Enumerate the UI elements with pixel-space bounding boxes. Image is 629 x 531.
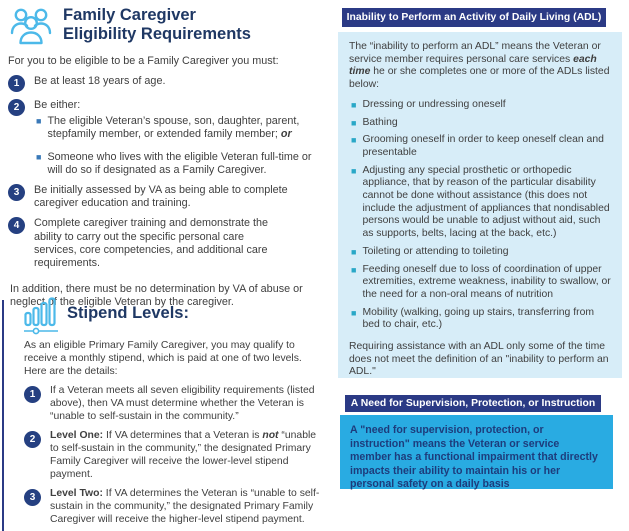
adl-list [349,99,611,332]
stipend-item-2 [24,429,324,481]
eligibility-item-2-bullets [34,115,324,177]
step-number-badge: 3 [24,489,41,506]
bullet-icon: ■ [36,151,42,162]
adl-bullet-text: Toileting or attending to toileting [362,245,509,257]
bullet-icon: ■ [351,264,357,275]
bullet-icon: ■ [351,99,357,110]
stipend-header [24,297,324,337]
supervision-card-header: A Need for Supervision, Protection, or Instruction [345,395,601,412]
list-item [349,99,611,112]
adl-bullet-text: Feeding oneself due to loss of coordination of upper extremities, extreme weakness, inability to swallow, or the need for a non-oral means of nutrition [362,263,611,300]
stipend-intro: As an eligible Primary Family Caregiver, you may qualify to receive a monthly stipend, which is paid at one of two levels. Here are the details: [24,340,302,377]
adl-bullet-text: Mobility (walking, going up stairs, transferring from bed to chair, etc.) [362,306,595,331]
adl-footer-note: Requiring assistance with an ADL only some of the time does not meet the definition of an "inability to perform an ADL." [349,341,609,378]
eligibility-item-3 [8,184,324,210]
list-item [349,307,611,332]
supervision-card [340,395,613,489]
bullet-icon: ■ [351,165,357,176]
eligibility-item-2-lead: Be either: [34,99,81,111]
bullet-text: The eligible Veteran’s spouse, son, daughter, parent, stepfamily member, or extended family member; or [47,115,300,141]
stipend-section [24,297,324,526]
eligibility-item-2 [8,99,324,177]
adl-bullet-text: Adjusting any special prosthetic or orthopedic appliance, that by reason of the particular disability cannot be done without assistance (this does not include the adjustment of appliances that nondisabled persons would be unable to adjust without aid, such as supports, belts, lacing at the back, etc.) [362,164,610,240]
step-number-badge: 4 [8,217,25,234]
step-number-badge: 1 [24,386,41,403]
bullet-text: Someone who lives with the eligible Veteran full-time or will do so if designated as a Family Caregiver. [47,150,312,176]
bullet-icon: ■ [36,116,42,127]
step-number-badge: 2 [24,431,41,448]
eligibility-item-4-text: Complete caregiver training and demonstrate the ability to carry out the specific personal care services, core competencies, and additional care requirements. [34,217,269,270]
list-item [349,165,611,241]
stipend-item-3 [24,487,324,526]
bullet-icon: ■ [351,246,357,257]
family-group-icon [8,6,54,46]
eligibility-item-1-text: Be at least 18 years of age. [34,75,166,87]
stipend-title: Stipend Levels: [67,304,189,322]
step-number-badge: 3 [8,184,25,201]
adl-card-body [338,32,622,378]
adl-bullet-text: Dressing or undressing oneself [362,98,506,110]
adl-intro: The “inability to perform an ADL” means the Veteran or service member requires personal care services each time he or she completes one or more of the ADLs listed below: [349,41,610,91]
step-number-badge: 2 [8,99,25,116]
list-item [349,134,611,159]
abuse-neglect-note: In addition, there must be no determination by VA of abuse or neglect of the eligible Veteran by the caregiver. [10,283,303,309]
list-item [34,115,324,141]
stipend-bar-chart-icon [24,297,58,337]
list-item [34,151,324,177]
eligibility-item-3-text: Be initially assessed by VA as being able to complete caregiver education and training. [34,184,288,210]
stipend-item-1-text: If a Veteran meets all seven eligibility requirements (listed above), then VA must determine whether the Veteran is “unable to self-sustain in the community.” [50,385,315,422]
adl-bullet-text: Bathing [362,116,398,128]
stipend-item-1 [24,384,324,423]
page-title-line2: Eligibility Requirements [63,25,251,43]
stipend-item-2-text: Level One: If VA determines that a Veteran is not “unable to self-sustain in the community,” the designated Primary Family Caregiver will receive the lower-level stipend payment. [50,430,317,480]
page-title-line1: Family Caregiver [63,6,196,24]
adl-card-header: Inability to Perform an Activity of Daily Living (ADL) [342,8,606,27]
eligibility-section [8,6,324,310]
list-item [349,117,611,130]
list-item [349,246,611,259]
eligibility-intro: For you to be eligible to be a Family Caregiver you must: [8,55,279,67]
bullet-icon: ■ [351,135,357,146]
eligibility-item-2-text [34,99,324,177]
page-title [63,6,251,44]
adl-bullet-text: Grooming oneself in order to keep oneself clean and presentable [362,134,604,158]
bullet-icon: ■ [351,117,357,128]
stipend-section-divider [2,300,4,531]
eligibility-header [8,6,324,46]
step-number-badge: 1 [8,75,25,92]
eligibility-item-1 [8,75,324,92]
bullet-icon: ■ [351,307,357,318]
supervision-card-body: A "need for supervision, protection, or instruction" means the Veteran or service member has a functional impairment that directly impacts their ability to maintain his or her personal safety on a daily basis [340,415,613,489]
eligibility-item-4 [8,217,324,270]
stipend-item-3-text: Level Two: If VA determines the Veteran is “unable to self-sustain in the community,” the designated Primary Family Caregiver will receive the higher-level stipend payment. [50,488,320,525]
list-item [349,264,611,302]
adl-card [338,8,622,378]
